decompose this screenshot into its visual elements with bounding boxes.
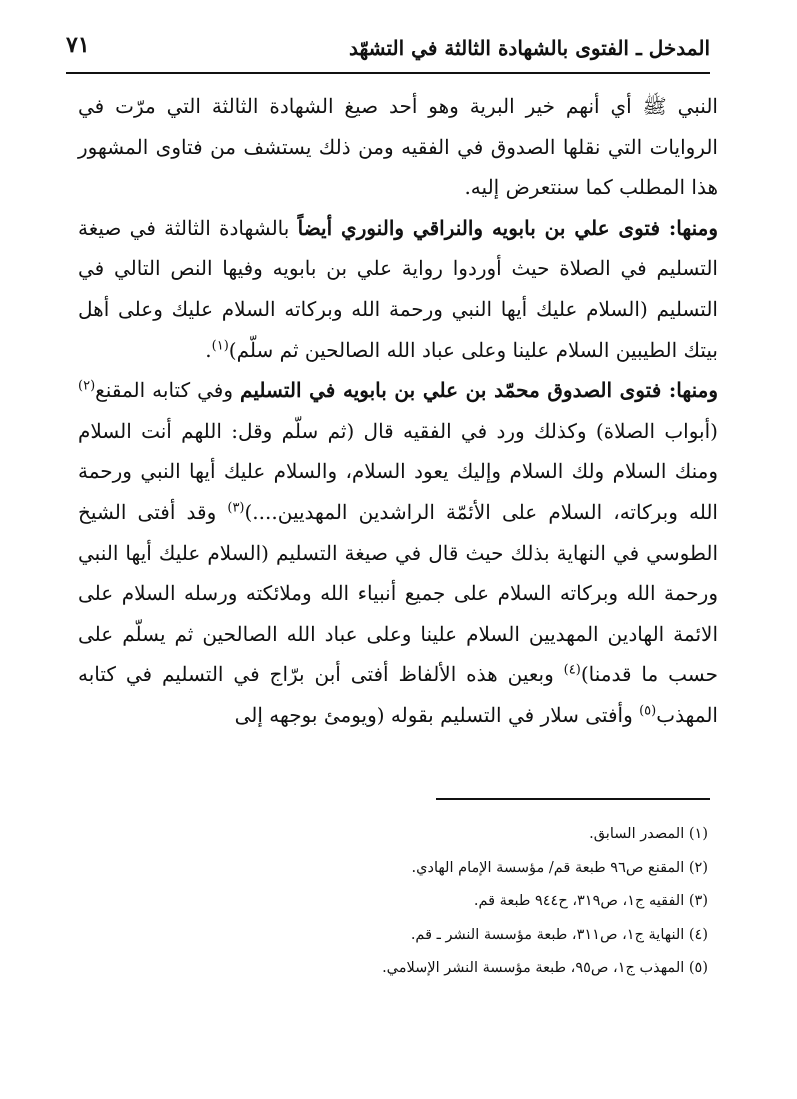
- header-title: المدخل ـ الفتوى بالشهادة الثالثة في التشهّد: [348, 36, 710, 60]
- paragraph-text: النبي ﷺ أي أنهم خير البرية وهو أحد صيغ الشهادة الثالثة التي مرّت في الروايات التي نقلها الصدوق في الفقيه ومن ذلك يستشف من فتاوى المشهور هذا المطلب كما سنتعرض إليه.: [78, 94, 718, 200]
- paragraph-3: [78, 370, 718, 735]
- main-text: [78, 86, 718, 736]
- footnote-separator: [436, 798, 710, 800]
- footnote-item: (٢) المقنع ص٩٦ طبعة قم/ مؤسسة الإمام الهادي.: [411, 859, 708, 876]
- running-header: [66, 30, 710, 70]
- footnote-ref: (٣): [227, 500, 245, 516]
- footnotes: [200, 818, 708, 986]
- footnote-item: (٣) الفقيه ج١، ص٣١٩، ح٩٤٤ طبعة قم.: [473, 893, 708, 910]
- paragraph-1: [78, 86, 718, 208]
- footnote-item: (٥) المهذب ج١، ص٩٥، طبعة مؤسسة النشر الإسلامي.: [382, 960, 708, 977]
- paragraph-text: وأفتى سلار في التسليم بقوله (ويومئ بوجهه إلى: [234, 702, 640, 727]
- paragraph-lead: ومنها: فتوى الصدوق محمّد بن علي بن بابويه في التسليم: [240, 378, 718, 403]
- paragraph-text: (أبواب الصلاة) وكذلك ورد في الفقيه قال (ثم سلّم وقل: اللهم أنت السلام ومنك السلام ولك السلام وإليك يعود السلام، والسلام عليك أيها النبي ورحمة الله وبركاته، السلام على الأئمّة الراشدين المهديين....): [78, 418, 718, 524]
- page-number: ٧١: [66, 32, 90, 58]
- paragraph-lead: ومنها: فتوى علي بن بابويه والنراقي والنوري أيضاً: [297, 215, 718, 240]
- paragraph-text: وفي كتابه المقنع: [95, 378, 241, 403]
- paragraph-tail: .: [205, 337, 212, 362]
- footnote-ref: (٥): [639, 703, 657, 719]
- footnote-ref: (٢): [78, 378, 96, 394]
- footnote-ref: (١): [211, 337, 229, 353]
- paragraph-text: بالشهادة الثالثة في صيغة التسليم في الصلاة حيث أوردوا رواية علي بن بابويه وفيها النص التالي في التسليم (السلام عليك أيها النبي ورحمة الله وبركاته السلام عليك وعلى أهل بيتك الطيبين السلام علينا وعلى عباد الله الصالحين ثم سلّم): [78, 215, 718, 362]
- paragraph-text: وقد أفتى الشيخ الطوسي في النهاية بذلك حيث قال في صيغة التسليم (السلام عليك أيها النبي ورحمة الله وبركاته السلام على جميع أنبياء الله وملائكته ورسله السلام على الائمة الهادين المهديين السلام علينا وعلى عباد الله الصالحين ثم يسلّم على حسب ما قدمنا): [78, 499, 718, 687]
- paragraph-text: وبعين هذه الألفاظ أفتى أبن برّاج في التسليم في كتابه المهذب: [78, 662, 718, 727]
- footnote-item: (١) المصدر السابق.: [589, 826, 708, 842]
- header-rule: [66, 72, 710, 74]
- footnote-item: (٤) النهاية ج١، ص٣١١، طبعة مؤسسة النشر ـ قم.: [410, 926, 708, 943]
- footnote-ref: (٤): [563, 662, 581, 678]
- paragraph-2: [78, 208, 718, 370]
